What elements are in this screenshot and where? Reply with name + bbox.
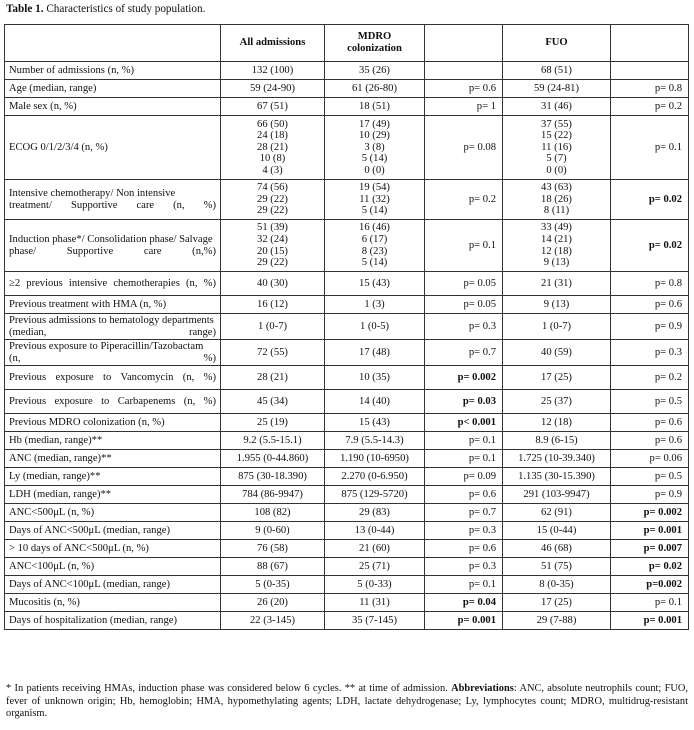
row-label: > 10 days of ANC<500μL (n, %) <box>5 540 221 558</box>
cell-all-admissions: 26 (20) <box>221 594 325 612</box>
cell-p-mdro: p= 0.1 <box>425 220 503 272</box>
table-row <box>5 220 689 272</box>
cell-fuo: 59 (24-81) <box>503 80 611 98</box>
cell-mdro-colonization: 875 (129-5720) <box>325 486 425 504</box>
cell-mdro-colonization: 1 (0-5) <box>325 314 425 340</box>
cell-p-fuo: p= 0.2 <box>611 366 689 390</box>
cell-mdro-colonization: 2.270 (0-6.950) <box>325 468 425 486</box>
cell-p-fuo: p= 0.007 <box>611 540 689 558</box>
cell-fuo: 1.135 (30-15.390) <box>503 468 611 486</box>
cell-p-mdro: p= 0.03 <box>425 390 503 414</box>
row-label: Previous exposure to Piperacillin/Tazobactam (n, %) <box>5 340 221 366</box>
row-label: Number of admissions (n, %) <box>5 62 221 80</box>
table-row <box>5 296 689 314</box>
table-row <box>5 612 689 630</box>
cell-p-fuo: p= 0.02 <box>611 180 689 220</box>
row-label: Previous admissions to hematology departments (median, range) <box>5 314 221 340</box>
cell-all-admissions: 132 (100) <box>221 62 325 80</box>
table-row <box>5 576 689 594</box>
table-row <box>5 116 689 180</box>
caption-label: Table 1. <box>6 3 44 15</box>
table-row <box>5 504 689 522</box>
cell-fuo: 43 (63) 18 (26) 8 (11) <box>503 180 611 220</box>
cell-p-mdro: p= 0.2 <box>425 180 503 220</box>
row-label: Mucositis (n, %) <box>5 594 221 612</box>
cell-p-fuo: p= 0.1 <box>611 594 689 612</box>
cell-all-admissions: 28 (21) <box>221 366 325 390</box>
cell-fuo: 37 (55) 15 (22) 11 (16) 5 (7) 0 (0) <box>503 116 611 180</box>
cell-all-admissions: 784 (86-9947) <box>221 486 325 504</box>
row-label: ECOG 0/1/2/3/4 (n, %) <box>5 116 221 180</box>
row-label: ≥2 previous intensive chemotherapies (n, %) <box>5 272 221 296</box>
cell-fuo: 1 (0-7) <box>503 314 611 340</box>
row-label: ANC<500μL (n, %) <box>5 504 221 522</box>
cell-p-fuo: p= 0.6 <box>611 414 689 432</box>
cell-p-mdro: p= 0.1 <box>425 432 503 450</box>
cell-p-mdro: p= 0.6 <box>425 486 503 504</box>
cell-fuo: 17 (25) <box>503 594 611 612</box>
cell-mdro-colonization: 29 (83) <box>325 504 425 522</box>
cell-p-fuo: p= 0.001 <box>611 612 689 630</box>
table-row <box>5 432 689 450</box>
table-header-row <box>5 25 689 62</box>
cell-all-admissions: 1.955 (0-44.860) <box>221 450 325 468</box>
cell-mdro-colonization: 18 (51) <box>325 98 425 116</box>
header-label <box>5 25 221 62</box>
row-label: ANC<100μL (n, %) <box>5 558 221 576</box>
cell-p-mdro: p= 0.7 <box>425 504 503 522</box>
table-row <box>5 314 689 340</box>
cell-p-mdro: p= 0.3 <box>425 522 503 540</box>
table-row <box>5 486 689 504</box>
cell-all-admissions: 25 (19) <box>221 414 325 432</box>
row-label: Male sex (n, %) <box>5 98 221 116</box>
row-label: Previous exposure to Vancomycin (n, %) <box>5 366 221 390</box>
cell-p-mdro: p= 1 <box>425 98 503 116</box>
cell-fuo: 1.725 (10-39.340) <box>503 450 611 468</box>
cell-p-fuo: p= 0.06 <box>611 450 689 468</box>
cell-all-admissions: 22 (3-145) <box>221 612 325 630</box>
cell-p-fuo <box>611 62 689 80</box>
cell-all-admissions: 74 (56) 29 (22) 29 (22) <box>221 180 325 220</box>
cell-all-admissions: 76 (58) <box>221 540 325 558</box>
cell-p-mdro: p= 0.08 <box>425 116 503 180</box>
cell-mdro-colonization: 17 (49) 10 (29) 3 (8) 5 (14) 0 (0) <box>325 116 425 180</box>
table-row <box>5 98 689 116</box>
table-row <box>5 450 689 468</box>
cell-all-admissions: 9 (0-60) <box>221 522 325 540</box>
cell-mdro-colonization: 35 (26) <box>325 62 425 80</box>
cell-mdro-colonization: 35 (7-145) <box>325 612 425 630</box>
row-label: Ly (median, range)** <box>5 468 221 486</box>
row-label: ANC (median, range)** <box>5 450 221 468</box>
cell-p-fuo: p= 0.8 <box>611 272 689 296</box>
cell-all-admissions: 108 (82) <box>221 504 325 522</box>
row-label: LDH (median, range)** <box>5 486 221 504</box>
table-row <box>5 80 689 98</box>
table-row <box>5 340 689 366</box>
header-mdro-colonization: MDRO colonization <box>325 25 425 62</box>
cell-p-fuo: p= 0.2 <box>611 98 689 116</box>
cell-fuo: 68 (51) <box>503 62 611 80</box>
cell-fuo: 51 (75) <box>503 558 611 576</box>
cell-fuo: 17 (25) <box>503 366 611 390</box>
cell-all-admissions: 875 (30-18.390) <box>221 468 325 486</box>
header-all-admissions: All admissions <box>221 25 325 62</box>
cell-fuo: 8.9 (6-15) <box>503 432 611 450</box>
cell-p-mdro: p= 0.7 <box>425 340 503 366</box>
cell-p-mdro: p= 0.6 <box>425 80 503 98</box>
cell-p-fuo: p= 0.1 <box>611 116 689 180</box>
cell-fuo: 21 (31) <box>503 272 611 296</box>
cell-p-mdro: p= 0.6 <box>425 540 503 558</box>
cell-p-mdro: p< 0.001 <box>425 414 503 432</box>
table-row <box>5 180 689 220</box>
cell-p-fuo: p= 0.6 <box>611 296 689 314</box>
cell-mdro-colonization: 25 (71) <box>325 558 425 576</box>
cell-p-mdro: p= 0.04 <box>425 594 503 612</box>
cell-mdro-colonization: 61 (26-80) <box>325 80 425 98</box>
table-row <box>5 468 689 486</box>
caption-text: Characteristics of study population. <box>46 3 206 15</box>
row-label: Age (median, range) <box>5 80 221 98</box>
table-row <box>5 414 689 432</box>
cell-p-mdro: p= 0.3 <box>425 558 503 576</box>
table-row <box>5 558 689 576</box>
cell-p-fuo: p= 0.6 <box>611 432 689 450</box>
cell-mdro-colonization: 7.9 (5.5-14.3) <box>325 432 425 450</box>
cell-p-mdro: p= 0.001 <box>425 612 503 630</box>
cell-mdro-colonization: 1.190 (10-6950) <box>325 450 425 468</box>
cell-fuo: 8 (0-35) <box>503 576 611 594</box>
cell-mdro-colonization: 10 (35) <box>325 366 425 390</box>
header-p-fuo <box>611 25 689 62</box>
cell-p-mdro: p= 0.05 <box>425 296 503 314</box>
cell-fuo: 15 (0-44) <box>503 522 611 540</box>
table-caption <box>6 3 205 15</box>
cell-fuo: 9 (13) <box>503 296 611 314</box>
cell-p-fuo: p= 0.5 <box>611 390 689 414</box>
cell-all-admissions: 45 (34) <box>221 390 325 414</box>
row-label: Intensive chemotherapy/ Non intensive treatment/ Supportive care (n, %) <box>5 180 221 220</box>
cell-all-admissions: 67 (51) <box>221 98 325 116</box>
cell-p-mdro: p= 0.09 <box>425 468 503 486</box>
cell-p-mdro: p= 0.05 <box>425 272 503 296</box>
footnote-abbreviations-label: Abbreviations <box>451 683 514 694</box>
cell-p-fuo: p= 0.3 <box>611 340 689 366</box>
cell-all-admissions: 5 (0-35) <box>221 576 325 594</box>
cell-fuo: 40 (59) <box>503 340 611 366</box>
row-label: Previous treatment with HMA (n, %) <box>5 296 221 314</box>
cell-mdro-colonization: 13 (0-44) <box>325 522 425 540</box>
cell-mdro-colonization: 15 (43) <box>325 272 425 296</box>
table-footnote <box>6 683 688 721</box>
cell-fuo: 46 (68) <box>503 540 611 558</box>
cell-all-admissions: 88 (67) <box>221 558 325 576</box>
header-p-mdro <box>425 25 503 62</box>
cell-p-fuo: p= 0.02 <box>611 220 689 272</box>
table-row <box>5 62 689 80</box>
cell-p-fuo: p= 0.001 <box>611 522 689 540</box>
cell-mdro-colonization: 15 (43) <box>325 414 425 432</box>
row-label: Days of ANC<100μL (median, range) <box>5 576 221 594</box>
cell-fuo: 29 (7-88) <box>503 612 611 630</box>
cell-all-admissions: 59 (24-90) <box>221 80 325 98</box>
cell-mdro-colonization: 21 (60) <box>325 540 425 558</box>
cell-fuo: 33 (49) 14 (21) 12 (18) 9 (13) <box>503 220 611 272</box>
cell-fuo: 25 (37) <box>503 390 611 414</box>
cell-p-mdro: p= 0.002 <box>425 366 503 390</box>
row-label: Induction phase*/ Consolidation phase/ Salvage phase/ Supportive care (n,%) <box>5 220 221 272</box>
cell-all-admissions: 40 (30) <box>221 272 325 296</box>
table-row <box>5 366 689 390</box>
row-label: Previous exposure to Carbapenems (n, %) <box>5 390 221 414</box>
table-row <box>5 540 689 558</box>
cell-mdro-colonization: 16 (46) 6 (17) 8 (23) 5 (14) <box>325 220 425 272</box>
cell-mdro-colonization: 5 (0-33) <box>325 576 425 594</box>
cell-p-fuo: p= 0.9 <box>611 314 689 340</box>
cell-fuo: 291 (103-9947) <box>503 486 611 504</box>
cell-p-mdro: p= 0.3 <box>425 314 503 340</box>
cell-mdro-colonization: 17 (48) <box>325 340 425 366</box>
cell-p-fuo: p=0.002 <box>611 576 689 594</box>
cell-p-mdro: p= 0.1 <box>425 576 503 594</box>
cell-mdro-colonization: 11 (31) <box>325 594 425 612</box>
row-label: Previous MDRO colonization (n, %) <box>5 414 221 432</box>
table-row <box>5 272 689 296</box>
cell-p-fuo: p= 0.02 <box>611 558 689 576</box>
cell-all-admissions: 51 (39) 32 (24) 20 (15) 29 (22) <box>221 220 325 272</box>
cell-p-mdro <box>425 62 503 80</box>
cell-p-fuo: p= 0.002 <box>611 504 689 522</box>
table-row <box>5 390 689 414</box>
cell-all-admissions: 1 (0-7) <box>221 314 325 340</box>
header-fuo: FUO <box>503 25 611 62</box>
study-population-table <box>4 24 689 630</box>
cell-mdro-colonization: 14 (40) <box>325 390 425 414</box>
row-label: Days of ANC<500μL (median, range) <box>5 522 221 540</box>
footnote-text-2: : ANC, absolute neutrophils count; FUO, fever of unknown origin; Hb, hemoglobin; HMA, hypomethylating agents; LDH, lactate dehydrogenase; Ly, lymphocytes count; MDRO, multidrug-resistant organism. <box>6 683 688 719</box>
table-row <box>5 594 689 612</box>
row-label: Hb (median, range)** <box>5 432 221 450</box>
cell-mdro-colonization: 1 (3) <box>325 296 425 314</box>
cell-all-admissions: 16 (12) <box>221 296 325 314</box>
cell-fuo: 62 (91) <box>503 504 611 522</box>
row-label: Days of hospitalization (median, range) <box>5 612 221 630</box>
cell-all-admissions: 66 (50) 24 (18) 28 (21) 10 (8) 4 (3) <box>221 116 325 180</box>
cell-p-mdro: p= 0.1 <box>425 450 503 468</box>
cell-p-fuo: p= 0.9 <box>611 486 689 504</box>
footnote-text-1: * In patients receiving HMAs, induction phase was considered below 6 cycles. ** at time of admission. <box>6 683 448 694</box>
table-row <box>5 522 689 540</box>
cell-fuo: 31 (46) <box>503 98 611 116</box>
cell-mdro-colonization: 19 (54) 11 (32) 5 (14) <box>325 180 425 220</box>
cell-p-fuo: p= 0.8 <box>611 80 689 98</box>
cell-all-admissions: 72 (55) <box>221 340 325 366</box>
cell-all-admissions: 9.2 (5.5-15.1) <box>221 432 325 450</box>
cell-p-fuo: p= 0.5 <box>611 468 689 486</box>
cell-fuo: 12 (18) <box>503 414 611 432</box>
